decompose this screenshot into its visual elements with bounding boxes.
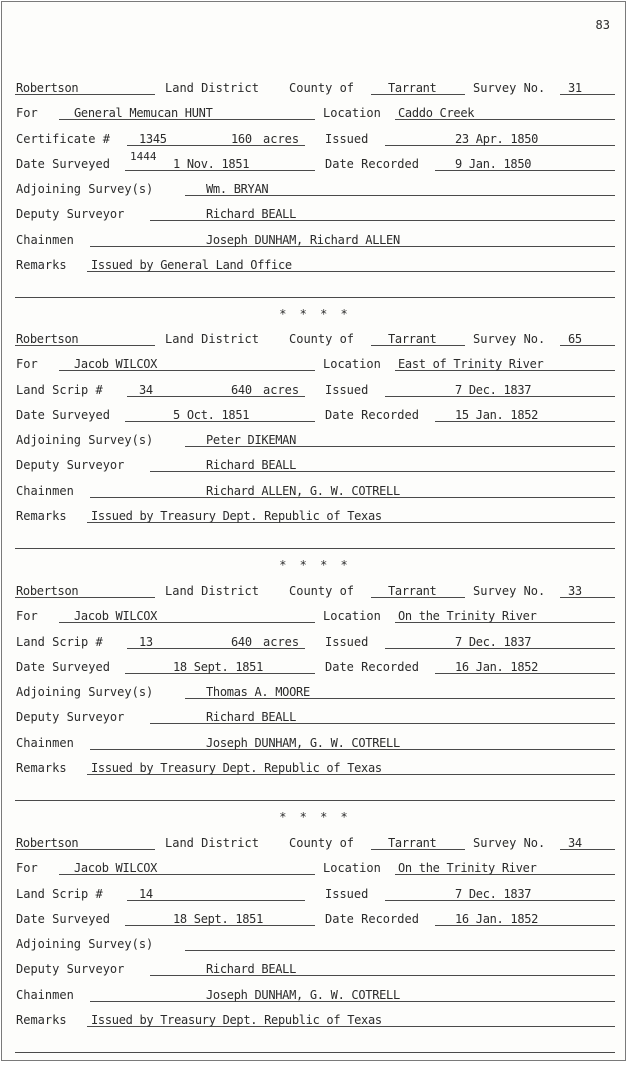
- date-recorded-value: 16 Jan. 1852: [455, 659, 539, 674]
- deputy-surveyor-value: Richard BEALL: [206, 710, 297, 725]
- for-row: [15, 605, 615, 630]
- date-surveyed-label: Date Surveyed: [16, 407, 110, 422]
- acres-label: acres: [263, 131, 300, 146]
- date-surveyed-value: 5 Oct. 1851: [173, 407, 250, 422]
- deputy-row: [15, 203, 615, 228]
- county-of-label: County of: [289, 584, 355, 598]
- location-label: Location: [323, 357, 381, 372]
- date-recorded-label: Date Recorded: [325, 911, 419, 926]
- date-surveyed-label: Date Surveyed: [16, 659, 110, 674]
- document-page: [1, 1, 626, 1061]
- survey-no-label: Survey No.: [473, 584, 546, 598]
- adjoining-row: [15, 681, 615, 706]
- district-value: Robertson: [16, 836, 79, 850]
- chainmen-row: [15, 732, 615, 757]
- for-label: For: [16, 357, 38, 372]
- adjoining-label: Adjoining Survey(s): [16, 182, 154, 197]
- adjoining-underline: [185, 950, 615, 951]
- chainmen-label: Chainmen: [16, 232, 74, 247]
- land-district-label: Land District: [165, 584, 259, 598]
- county-of-label: County of: [289, 836, 355, 850]
- remarks-row: [15, 1009, 615, 1034]
- for-value: Jacob WILCOX: [74, 357, 158, 372]
- survey-record: [15, 832, 615, 1060]
- remarks-value: Issued by Treasury Dept. Republic of Texas: [91, 509, 382, 524]
- district-row: [15, 832, 615, 857]
- remarks-value: Issued by Treasury Dept. Republic of Texas: [91, 761, 382, 776]
- chainmen-value: Joseph DUNHAM, Richard ALLEN: [206, 232, 400, 247]
- survey-no-value: 33: [568, 584, 582, 598]
- survey-no-value: 65: [568, 332, 582, 346]
- survey-no-label: Survey No.: [473, 81, 546, 95]
- blank-row: [15, 1034, 615, 1059]
- chainmen-value: Joseph DUNHAM, G. W. COTRELL: [206, 987, 400, 1002]
- issued-label: Issued: [325, 634, 369, 649]
- acres-value: 640: [231, 382, 252, 397]
- for-value: Jacob WILCOX: [74, 861, 158, 876]
- land-district-label: Land District: [165, 332, 259, 346]
- district-value: Robertson: [16, 332, 79, 346]
- certificate-underline: [127, 900, 305, 901]
- survey-record: [15, 77, 615, 305]
- chainmen-label: Chainmen: [16, 987, 74, 1002]
- certificate-label: Land Scrip #: [16, 886, 103, 901]
- location-label: Location: [323, 861, 381, 876]
- survey-no-value: 31: [568, 81, 582, 95]
- remarks-continuation-line: [15, 1052, 615, 1053]
- page-number: 83: [595, 18, 610, 32]
- county-value: Tarrant: [388, 584, 437, 598]
- district-value: Robertson: [16, 584, 79, 598]
- adjoining-value: Peter DIKEMAN: [206, 433, 297, 448]
- chainmen-row: [15, 480, 615, 505]
- remarks-continuation-line: [15, 297, 615, 298]
- remarks-label: Remarks: [16, 258, 67, 273]
- issued-value: 7 Dec. 1837: [455, 382, 532, 397]
- adjoining-value: Wm. BRYAN: [206, 182, 269, 197]
- record-separator: * * * *: [279, 810, 351, 824]
- deputy-row: [15, 454, 615, 479]
- location-label: Location: [323, 609, 381, 624]
- issued-value: 23 Apr. 1850: [455, 131, 539, 146]
- for-value: General Memucan HUNT: [74, 106, 213, 121]
- date-surveyed-value: 1 Nov. 1851: [173, 156, 250, 171]
- certificate-row: [15, 379, 615, 404]
- acres-label: acres: [263, 634, 300, 649]
- remarks-continuation-line: [15, 800, 615, 801]
- issued-label: Issued: [325, 131, 369, 146]
- location-value: East of Trinity River: [398, 357, 544, 372]
- dates-row: [15, 908, 615, 933]
- blank-row: [15, 530, 615, 555]
- remarks-label: Remarks: [16, 509, 67, 524]
- acres-value: 640: [231, 634, 252, 649]
- surveyed-note: 1444: [130, 149, 157, 163]
- county-value: Tarrant: [388, 81, 437, 95]
- deputy-surveyor-value: Richard BEALL: [206, 207, 297, 222]
- chainmen-value: Richard ALLEN, G. W. COTRELL: [206, 483, 400, 498]
- date-recorded-value: 9 Jan. 1850: [455, 156, 532, 171]
- dates-row: [15, 404, 615, 429]
- certificate-label: Certificate #: [16, 131, 110, 146]
- date-surveyed-label: Date Surveyed: [16, 156, 110, 171]
- location-value: On the Trinity River: [398, 609, 537, 624]
- survey-record: [15, 580, 615, 808]
- chainmen-value: Joseph DUNHAM, G. W. COTRELL: [206, 735, 400, 750]
- chainmen-row: [15, 229, 615, 254]
- deputy-surveyor-label: Deputy Surveyor: [16, 458, 125, 473]
- remarks-label: Remarks: [16, 1013, 67, 1028]
- record-separator: * * * *: [279, 558, 351, 572]
- remarks-label: Remarks: [16, 761, 67, 776]
- for-label: For: [16, 106, 38, 121]
- for-value: Jacob WILCOX: [74, 609, 158, 624]
- certificate-row: [15, 128, 615, 153]
- for-label: For: [16, 861, 38, 876]
- adjoining-row: [15, 933, 615, 958]
- chainmen-label: Chainmen: [16, 483, 74, 498]
- date-recorded-label: Date Recorded: [325, 659, 419, 674]
- remarks-value: Issued by Treasury Dept. Republic of Texas: [91, 1013, 382, 1028]
- issued-label: Issued: [325, 886, 369, 901]
- land-district-label: Land District: [165, 81, 259, 95]
- remarks-row: [15, 254, 615, 279]
- location-value: Caddo Creek: [398, 106, 475, 121]
- acres-label: acres: [263, 382, 300, 397]
- date-surveyed-value: 18 Sept. 1851: [173, 659, 264, 674]
- deputy-surveyor-label: Deputy Surveyor: [16, 710, 125, 725]
- date-recorded-value: 16 Jan. 1852: [455, 911, 539, 926]
- remarks-row: [15, 757, 615, 782]
- date-recorded-value: 15 Jan. 1852: [455, 407, 539, 422]
- date-recorded-label: Date Recorded: [325, 156, 419, 171]
- survey-record: [15, 328, 615, 556]
- certificate-label: Land Scrip #: [16, 382, 103, 397]
- chainmen-row: [15, 984, 615, 1009]
- survey-no-value: 34: [568, 836, 582, 850]
- issued-label: Issued: [325, 382, 369, 397]
- certificate-row: [15, 883, 615, 908]
- district-row: [15, 77, 615, 102]
- adjoining-value: Thomas A. MOORE: [206, 685, 310, 700]
- adjoining-label: Adjoining Survey(s): [16, 937, 154, 952]
- survey-no-label: Survey No.: [473, 836, 546, 850]
- date-surveyed-label: Date Surveyed: [16, 911, 110, 926]
- certificate-number: 14: [139, 886, 153, 901]
- remarks-row: [15, 505, 615, 530]
- for-row: [15, 857, 615, 882]
- land-district-label: Land District: [165, 836, 259, 850]
- deputy-surveyor-label: Deputy Surveyor: [16, 962, 125, 977]
- chainmen-label: Chainmen: [16, 735, 74, 750]
- date-surveyed-value: 18 Sept. 1851: [173, 911, 264, 926]
- dates-row: [15, 149, 615, 178]
- deputy-row: [15, 958, 615, 983]
- survey-no-label: Survey No.: [473, 332, 546, 346]
- remarks-continuation-line: [15, 548, 615, 549]
- remarks-value: Issued by General Land Office: [91, 258, 292, 273]
- deputy-surveyor-value: Richard BEALL: [206, 962, 297, 977]
- certificate-label: Land Scrip #: [16, 634, 103, 649]
- for-label: For: [16, 609, 38, 624]
- adjoining-label: Adjoining Survey(s): [16, 433, 154, 448]
- acres-value: 160: [231, 131, 252, 146]
- district-row: [15, 580, 615, 605]
- district-value: Robertson: [16, 81, 79, 95]
- blank-row: [15, 279, 615, 304]
- deputy-row: [15, 706, 615, 731]
- adjoining-label: Adjoining Survey(s): [16, 685, 154, 700]
- district-row: [15, 328, 615, 353]
- for-row: [15, 102, 615, 127]
- deputy-surveyor-value: Richard BEALL: [206, 458, 297, 473]
- deputy-surveyor-label: Deputy Surveyor: [16, 207, 125, 222]
- certificate-number: 13: [139, 634, 153, 649]
- certificate-number: 34: [139, 382, 153, 397]
- certificate-row: [15, 631, 615, 656]
- dates-row: [15, 656, 615, 681]
- adjoining-row: [15, 178, 615, 203]
- for-row: [15, 353, 615, 378]
- blank-row: [15, 782, 615, 807]
- county-of-label: County of: [289, 332, 355, 346]
- record-separator: * * * *: [279, 307, 351, 321]
- issued-value: 7 Dec. 1837: [455, 634, 532, 649]
- location-value: On the Trinity River: [398, 861, 537, 876]
- issued-value: 7 Dec. 1837: [455, 886, 532, 901]
- adjoining-row: [15, 429, 615, 454]
- county-value: Tarrant: [388, 836, 437, 850]
- date-recorded-label: Date Recorded: [325, 407, 419, 422]
- location-label: Location: [323, 106, 381, 121]
- county-of-label: County of: [289, 81, 355, 95]
- county-value: Tarrant: [388, 332, 437, 346]
- certificate-number: 1345: [139, 131, 167, 146]
